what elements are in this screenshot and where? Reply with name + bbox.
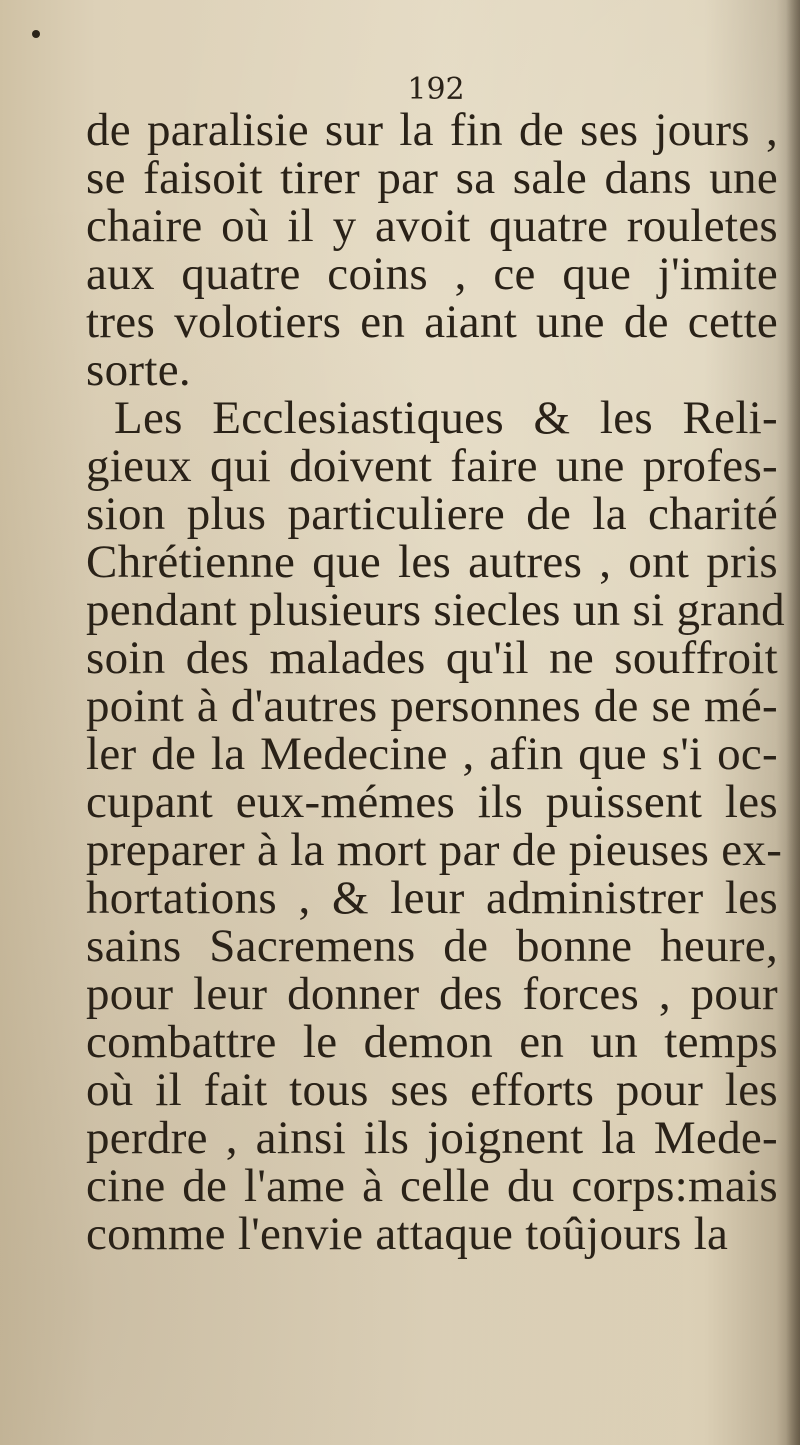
text-line: tres volotiers en aiant une de cette <box>86 296 778 348</box>
text-line: preparer à la mort par de pieuses ex- <box>86 824 783 876</box>
page-edge-shadow <box>786 0 800 1445</box>
text-line: chaire où il y avoit quatre rouletes <box>86 200 778 252</box>
paragraph-end-line: sorte. <box>86 344 191 396</box>
text-line: combattre le demon en un temps <box>86 1016 778 1068</box>
text-line: pendant plusieurs siecles un si grand <box>86 584 785 636</box>
text-line: point à d'autres personnes de se mé- <box>86 680 778 732</box>
text-line: aux quatre coins , ce que j'imite <box>86 248 778 300</box>
text-line: Chrétienne que les autres , ont pris <box>86 536 778 588</box>
text-line: pour leur donner des forces , pour <box>86 968 778 1020</box>
text-line: sains Sacremens de bonne heure, <box>86 920 778 972</box>
text-line: gieux qui doivent faire une profes- <box>86 440 778 492</box>
page-number: 192 <box>407 72 465 107</box>
text-line: comme l'envie attaque toûjours la <box>86 1208 729 1260</box>
text-line: hortations , & leur administrer les <box>86 872 778 924</box>
text-line: cupant eux-mémes ils puissent les <box>86 776 778 828</box>
text-line: de paralisie sur la fin de ses jours , <box>86 104 778 156</box>
text-line: soin des malades qu'il ne souffroit <box>86 632 778 684</box>
text-line: cine de l'ame à celle du corps:mais <box>86 1160 778 1212</box>
text-line: ler de la Medecine , afin que s'i oc- <box>86 728 778 780</box>
text-line: se faisoit tirer par sa sale dans une <box>86 152 778 204</box>
ink-speck <box>32 30 40 38</box>
text-line: sion plus particuliere de la charité <box>86 488 778 540</box>
text-line: où il fait tous ses efforts pour les <box>86 1064 778 1116</box>
paragraph-start-line: Les Ecclesiastiques & les Reli- <box>114 392 778 444</box>
text-line: perdre , ainsi ils joignent la Mede- <box>86 1112 778 1164</box>
body-text <box>86 104 785 1260</box>
